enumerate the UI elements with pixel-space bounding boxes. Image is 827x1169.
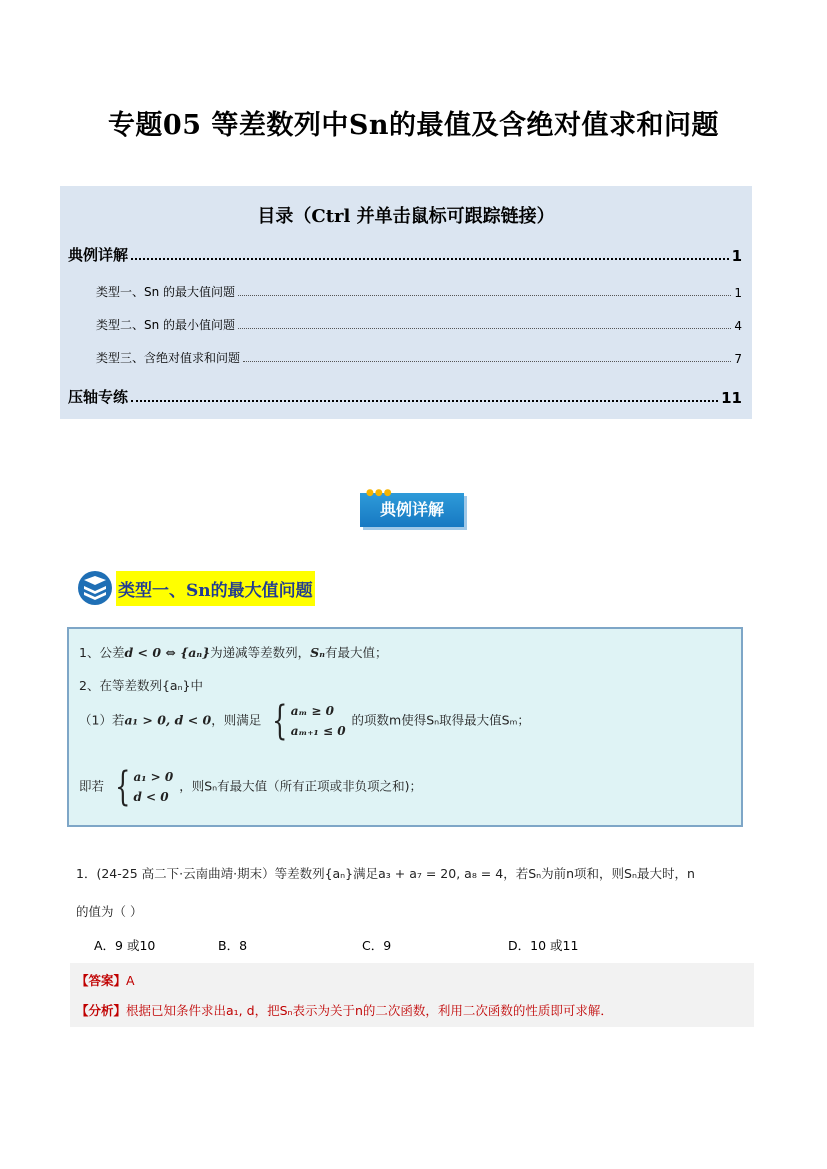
question-stem-cont: 的值为（ ） xyxy=(76,904,143,919)
knowledge-line-3: （1）若a₁ > 0, d < 0，则满足 { aₘ ≥ 0 aₘ₊₁ ≤ 0 的项数m使得Sₙ取得最大值Sₘ； xyxy=(79,698,530,744)
section-badge xyxy=(360,488,468,528)
question-stem: 1．(24-25 高二下·云南曲靖·期末）等差数列{aₙ}满足a₃ + a₇ = 20, a₈ = 4，若Sₙ为前n项和，则Sₙ最大时，n xyxy=(76,866,695,881)
option-a[interactable]: A．9 或10 xyxy=(94,938,156,953)
badge-dots-icon: ●●● xyxy=(366,488,393,498)
option-c[interactable]: C．9 xyxy=(362,938,392,953)
toc-entry-examples[interactable]: 典例详解 1 xyxy=(68,246,742,265)
toc-heading: 目录（Ctrl 并单击鼠标可跟踪链接） xyxy=(257,206,555,227)
toc-entry-type2[interactable]: 类型二、Sn 的最小值问题 4 xyxy=(96,318,742,333)
option-b[interactable]: B．8 xyxy=(218,938,248,953)
books-stack-icon xyxy=(76,570,114,606)
type-heading xyxy=(76,570,315,606)
question-options xyxy=(94,936,694,954)
knowledge-line-1: 1、公差d < 0 ⇔ {aₙ}为递减等差数列，Sₙ有最大值； xyxy=(79,645,388,660)
condition-system-2: { a₁ > 0 d < 0 xyxy=(115,764,174,810)
condition-system-1: { aₘ ≥ 0 aₘ₊₁ ≤ 0 xyxy=(272,698,346,744)
badge-label: 典例详解 xyxy=(379,500,444,519)
table-of-contents xyxy=(60,186,752,419)
answer-box xyxy=(70,963,754,1027)
knowledge-box xyxy=(67,627,743,827)
type-heading-label: 类型一、Sn的最大值问题 xyxy=(116,571,315,606)
analysis-line: 【分析】根据已知条件求出a₁, d，把Sₙ表示为关于n的二次函数，利用二次函数的性质即可求解． xyxy=(76,1003,613,1018)
knowledge-line-4: 即若 { a₁ > 0 d < 0 ，则Sₙ有最大值（所有正项或非负项之和)； xyxy=(79,764,423,810)
toc-entry-practice[interactable]: 压轴专练 11 xyxy=(68,388,742,407)
toc-entry-type1[interactable]: 类型一、Sn 的最大值问题 1 xyxy=(96,285,742,300)
page-title: 专题05 等差数列中Sn的最值及含绝对值求和问题 xyxy=(107,110,720,141)
knowledge-line-2: 2、在等差数列{aₙ}中 xyxy=(79,678,203,693)
toc-entry-type3[interactable]: 类型三、含绝对值求和问题 7 xyxy=(96,351,742,366)
option-d[interactable]: D．10 或11 xyxy=(508,938,579,953)
answer-line: 【答案】A xyxy=(76,973,135,988)
